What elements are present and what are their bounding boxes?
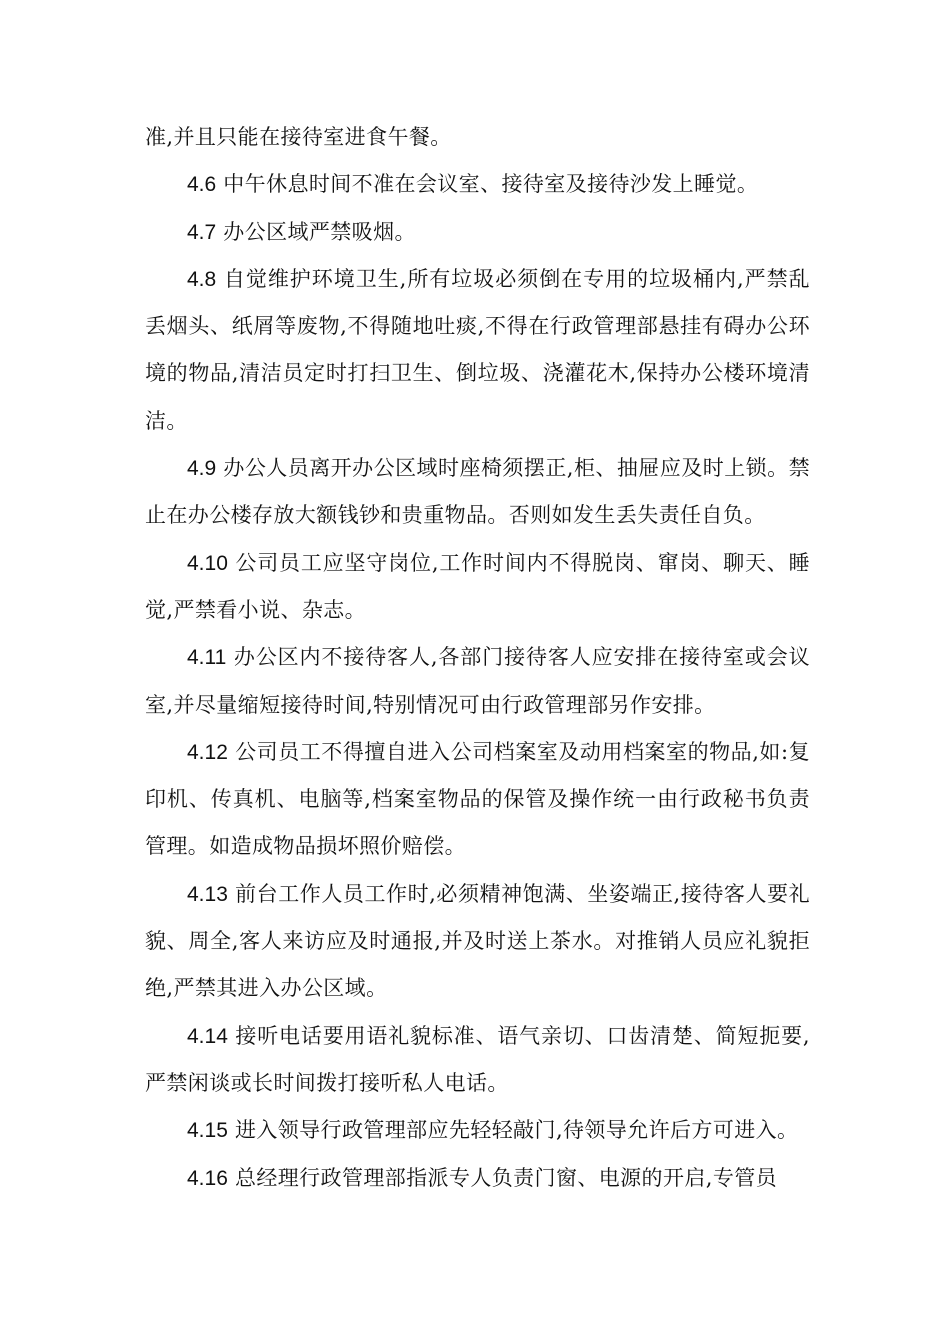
clause-number: 4.6 bbox=[187, 173, 217, 197]
paragraph-4-12 bbox=[145, 729, 810, 871]
clause-number: 4.7 bbox=[187, 220, 217, 244]
paragraph-text: 公司员工应坚守岗位,工作时间内不得脱岗、窜岗、聊天、睡觉,严禁看小说、杂志。 bbox=[145, 550, 810, 622]
paragraph-text: 办公区域严禁吸烟。 bbox=[223, 219, 416, 244]
paragraph-text: 准,并且只能在接待室进食午餐。 bbox=[145, 125, 452, 149]
paragraph-4-11 bbox=[145, 634, 810, 729]
paragraph-text: 接听电话要用语礼貌标准、语气亲切、口齿清楚、简短扼要,严禁闲谈或长时间拨打接听私人电话。 bbox=[145, 1023, 810, 1095]
paragraph-text: 自觉维护环境卫生,所有垃圾必须倒在专用的垃圾桶内,严禁乱丢烟头、纸屑等废物,不得随地吐痰,不得在行政管理部悬挂有碍办公环境的物品,清洁员定时打扫卫生、倒垃圾、浇灌花木,保持办公楼环境清洁。 bbox=[145, 266, 810, 433]
clause-number: 4.13 bbox=[187, 882, 228, 906]
paragraph-4-8 bbox=[145, 256, 810, 445]
paragraph-4-7 bbox=[145, 209, 810, 256]
paragraph-text: 公司员工不得擅自进入公司档案室及动用档案室的物品,如:复印机、传真机、电脑等,档案室物品的保管及操作统一由行政秘书负责管理。如造成物品损坏照价赔偿。 bbox=[145, 739, 811, 859]
clause-number: 4.9 bbox=[187, 457, 217, 481]
paragraph-text: 中午休息时间不准在会议室、接待室及接待沙发上睡觉。 bbox=[223, 172, 759, 197]
paragraph-4-13 bbox=[145, 871, 810, 1013]
paragraph-4-10 bbox=[145, 540, 810, 635]
clause-number: 4.14 bbox=[187, 1024, 228, 1048]
document-body bbox=[145, 114, 810, 1202]
clause-number: 4.15 bbox=[187, 1119, 228, 1143]
paragraph-text: 前台工作人员工作时,必须精神饱满、坐姿端正,接待客人要礼貌、周全,客人来访应及时通报,并及时送上茶水。对推销人员应礼貌拒绝,严禁其进入办公区域。 bbox=[145, 881, 810, 1001]
paragraph-4-9 bbox=[145, 445, 810, 540]
paragraph-4-16 bbox=[145, 1155, 810, 1202]
paragraph-text: 进入领导行政管理部应先轻轻敲门,待领导允许后方可进入。 bbox=[234, 1118, 799, 1143]
paragraph-text: 总经理行政管理部指派专人负责门窗、电源的开启,专管员 bbox=[234, 1165, 778, 1190]
paragraph-4-14 bbox=[145, 1013, 810, 1108]
clause-number: 4.11 bbox=[187, 646, 227, 670]
clause-number: 4.10 bbox=[187, 551, 228, 575]
paragraph-text: 办公人员离开办公区域时座椅须摆正,柜、抽屉应及时上锁。禁止在办公楼存放大额钱钞和贵重物品。否则如发生丢失责任自负。 bbox=[145, 456, 811, 528]
clause-number: 4.16 bbox=[187, 1166, 228, 1190]
paragraph-4-15 bbox=[145, 1107, 810, 1154]
clause-number: 4.8 bbox=[187, 267, 217, 291]
paragraph-continuation bbox=[145, 114, 810, 161]
paragraph-4-6 bbox=[145, 161, 810, 208]
paragraph-text: 办公区内不接待客人,各部门接待客人应安排在接待室或会议室,并尽量缩短接待时间,特别情况可由行政管理部另作安排。 bbox=[145, 645, 810, 717]
clause-number: 4.12 bbox=[187, 740, 228, 764]
